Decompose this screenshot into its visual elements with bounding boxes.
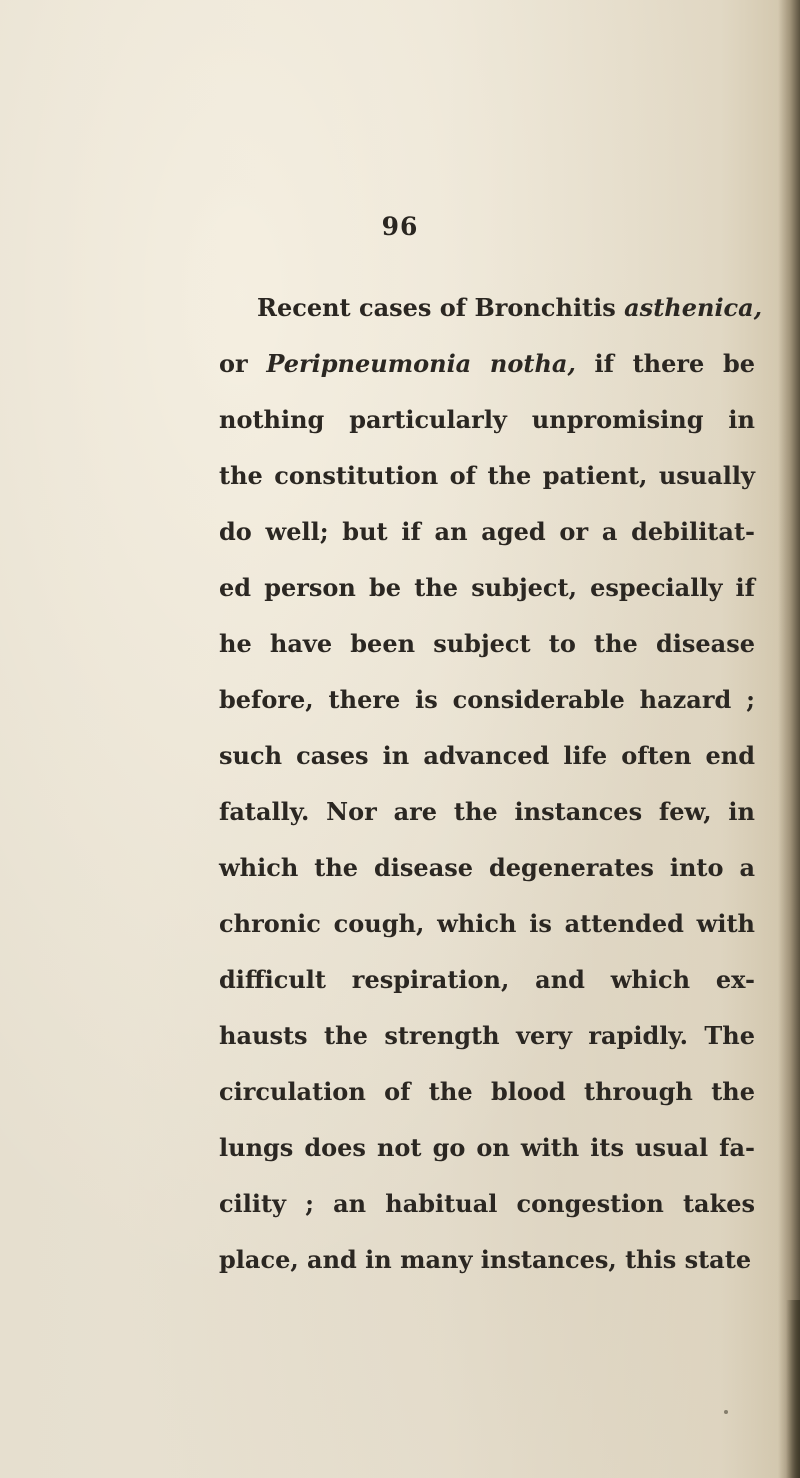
text-line: circulation of the blood through the [219,1077,755,1106]
text-line: fatally. Nor are the instances few, in [219,797,755,826]
text-line: lungs does not go on with its usual fa- [219,1133,755,1162]
text-line: or Peripneumonia notha, if there be [219,349,756,378]
text-line: ed person be the subject, especially if [219,573,755,602]
page-number: 96 [381,212,419,241]
text-line: hausts the strength very rapidly. The [219,1021,755,1050]
text-line: Recent cases of Bronchitis asthenica, [257,293,763,322]
text-line: he have been subject to the disease [219,629,755,658]
text-line: do well; but if an aged or a debilitat- [219,517,755,546]
text-line: the constitution of the patient, usually [219,461,755,490]
ink-speck [724,1410,728,1414]
page-edge-shadow-lower [786,1300,800,1478]
text-line: before, there is considerable hazard ; [219,685,755,714]
text-line: nothing particularly unpromising in [219,405,755,434]
text-line: chronic cough, which is attended with [219,909,755,938]
body-text [219,280,763,1288]
text-line: cility ; an habitual congestion takes [219,1189,755,1218]
text-line: difficult respiration, and which ex- [219,965,755,994]
text-line: which the disease degenerates into a [219,853,755,882]
text-line: place, and in many instances, this state [219,1245,752,1274]
text-line: such cases in advanced life often end [219,741,755,770]
